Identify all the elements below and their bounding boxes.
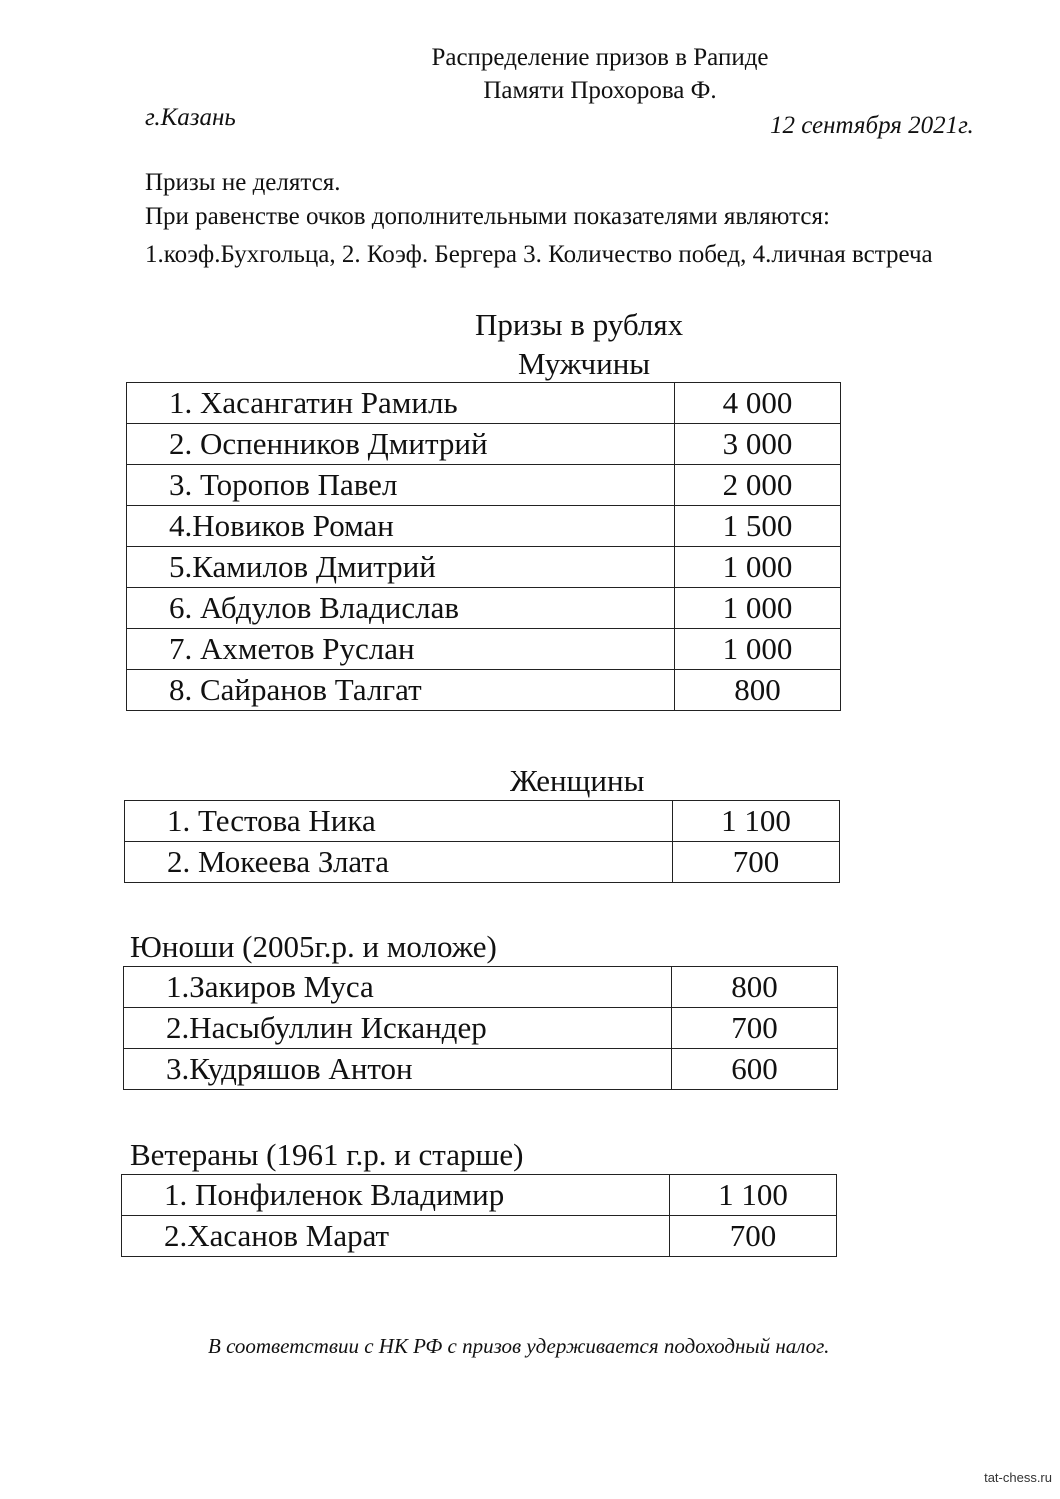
juniors-prize-table (123, 966, 838, 1090)
rules-line3: 1.коэф.Бухгольца, 2. Коэф. Бергера 3. Количество побед, 4.личная встреча (145, 241, 933, 268)
women-prize-table (124, 800, 840, 883)
prize-amount: 1 100 (673, 801, 840, 842)
prize-amount: 1 000 (675, 588, 841, 629)
prizes-heading: Призы в рублях (475, 307, 684, 342)
prize-amount: 4 000 (675, 383, 841, 424)
prize-winner-name: 1. Тестова Ника (125, 801, 673, 842)
prize-winner-name: 1.Закиров Муса (124, 967, 672, 1008)
table-row (127, 588, 841, 629)
men-heading: Мужчины (518, 346, 651, 381)
prize-winner-name: 2. Оспенников Дмитрий (127, 424, 675, 465)
rules-line1: Призы не делятся. (145, 169, 341, 196)
prize-winner-name: 7. Ахметов Руслан (127, 629, 675, 670)
prize-amount: 600 (672, 1049, 838, 1090)
city: г.Казань (145, 104, 236, 131)
document-title-line2: Памяти Прохорова Ф. (483, 77, 717, 104)
prize-winner-name: 5.Камилов Дмитрий (127, 547, 675, 588)
veterans-heading: Ветераны (1961 г.р. и старше) (130, 1137, 524, 1172)
table-row (125, 842, 840, 883)
table-row (127, 506, 841, 547)
table-row (125, 801, 840, 842)
prize-winner-name: 3.Кудряшов Антон (124, 1049, 672, 1090)
table-row (122, 1216, 837, 1257)
veterans-prize-table (121, 1174, 837, 1257)
prize-winner-name: 2.Насыбуллин Искандер (124, 1008, 672, 1049)
table-row (122, 1175, 837, 1216)
prize-amount: 700 (673, 842, 840, 883)
table-row (127, 465, 841, 506)
table-row (127, 629, 841, 670)
prize-amount: 800 (672, 967, 838, 1008)
prize-winner-name: 2. Мокеева Злата (125, 842, 673, 883)
prize-winner-name: 1. Понфиленок Владимир (122, 1175, 670, 1216)
document-title-line1: Распределение призов в Рапиде (431, 44, 769, 71)
table-row (124, 967, 838, 1008)
prize-amount: 700 (670, 1216, 837, 1257)
prize-amount: 1 000 (675, 547, 841, 588)
watermark: tat-chess.ru (984, 1470, 1052, 1485)
prize-winner-name: 2.Хасанов Марат (122, 1216, 670, 1257)
prize-winner-name: 6. Абдулов Владислав (127, 588, 675, 629)
tax-footer-note: В соответствии с НК РФ с призов удерживается подоходный налог. (208, 1334, 830, 1358)
prize-winner-name: 8. Сайранов Талгат (127, 670, 675, 711)
table-row (124, 1049, 838, 1090)
prize-winner-name: 3. Торопов Павел (127, 465, 675, 506)
women-heading: Женщины (510, 763, 645, 798)
table-row (124, 1008, 838, 1049)
prize-amount: 2 000 (675, 465, 841, 506)
table-row (127, 547, 841, 588)
prize-amount: 1 500 (675, 506, 841, 547)
prize-amount: 800 (675, 670, 841, 711)
rules-line2: При равенстве очков дополнительными показателями являются: (145, 203, 830, 230)
prize-winner-name: 1. Хасангатин Рамиль (127, 383, 675, 424)
table-row (127, 424, 841, 465)
table-row (127, 383, 841, 424)
juniors-heading: Юноши (2005г.р. и моложе) (130, 929, 497, 964)
table-row (127, 670, 841, 711)
prize-amount: 700 (672, 1008, 838, 1049)
prize-winner-name: 4.Новиков Роман (127, 506, 675, 547)
prize-amount: 1 100 (670, 1175, 837, 1216)
date: 12 сентября 2021г. (770, 112, 974, 139)
prize-amount: 1 000 (675, 629, 841, 670)
men-prize-table (126, 382, 841, 711)
prize-amount: 3 000 (675, 424, 841, 465)
